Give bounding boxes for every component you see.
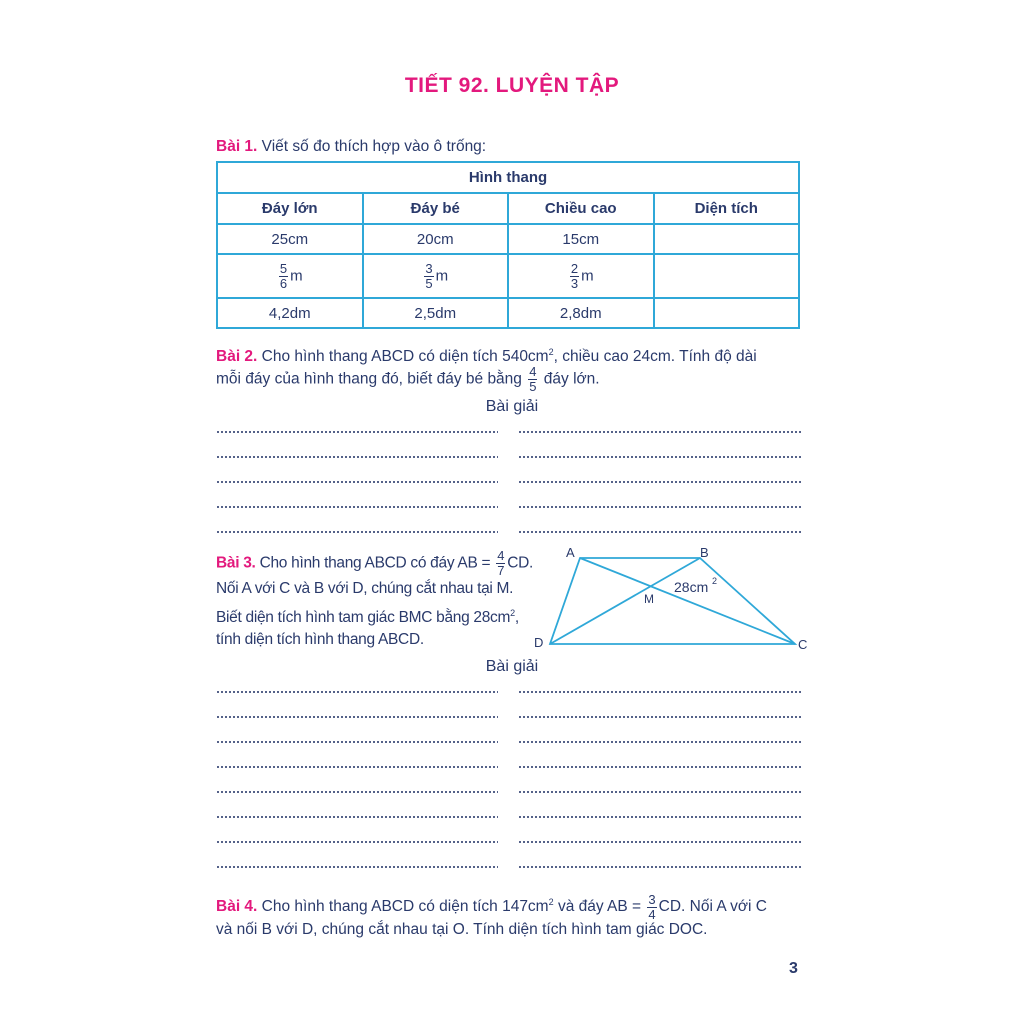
header-day-be: Đáy bé — [363, 193, 509, 224]
answer-line[interactable] — [216, 481, 498, 483]
answer-line[interactable] — [216, 531, 498, 533]
area-label: 28cm — [674, 579, 709, 595]
answer-line[interactable] — [216, 506, 498, 508]
header-day-lon: Đáy lớn — [217, 193, 363, 224]
answer-line[interactable] — [216, 816, 498, 818]
bai1-label: Bài 1. — [216, 138, 258, 155]
fraction: $\frac{2}{3}$ — [570, 260, 579, 291]
table-cell: $\frac{3}{5}$ m — [363, 254, 509, 298]
answer-cell[interactable] — [654, 224, 800, 254]
bai1-text: Viết số đo thích hợp vào ô trống: — [261, 138, 487, 155]
trapezoid-outline — [550, 558, 795, 644]
answer-line[interactable] — [518, 716, 801, 718]
vertex-label-d: D — [534, 635, 544, 650]
bai2-line1: Bài 2. Cho hình thang ABCD có diện tích $540cm^2$, chiều cao 24cm. Tính độ dài — [216, 347, 757, 366]
answer-line[interactable] — [216, 431, 498, 433]
bai2-label: Bài 2. — [216, 348, 258, 366]
area-label-sup: 2 — [712, 576, 718, 586]
answer-line[interactable] — [216, 741, 498, 743]
answer-line[interactable] — [216, 456, 498, 458]
answer-line[interactable] — [518, 866, 801, 868]
answer-line[interactable] — [518, 841, 801, 843]
fraction: $\frac{4}{7}$ — [497, 548, 505, 578]
fraction: $\frac{3}{4}$ — [648, 891, 656, 922]
bai4-line1: Bài 4. Cho hình thang ABCD có diện tích $147cm^2$ và đáy AB = $\frac{3}{4}$ CD. Nối A với C — [216, 891, 767, 922]
page-title: TIẾT 92. LUYỆN TẬP — [404, 74, 620, 97]
table-row — [217, 224, 799, 254]
answer-line[interactable] — [518, 741, 801, 743]
page-number: 3 — [789, 960, 798, 977]
vertex-label-b: B — [700, 545, 709, 560]
table-cell: $\frac{2}{3}$ m — [508, 254, 654, 298]
answer-cell[interactable] — [654, 254, 800, 298]
intersection-label-m: M — [644, 592, 654, 606]
answer-line[interactable] — [518, 506, 801, 508]
bai4-line2: và nối B với D, chúng cắt nhau tại O. Tính diện tích hình tam giác DOC. — [216, 921, 708, 938]
table-cell: 2,5dm — [363, 298, 509, 328]
fraction: $\frac{4}{5}$ — [529, 364, 537, 394]
answer-line[interactable] — [216, 716, 498, 718]
answer-line[interactable] — [518, 456, 801, 458]
table-cell: 15cm — [508, 224, 654, 254]
fraction: $\frac{3}{5}$ — [425, 260, 433, 291]
answer-line[interactable] — [518, 816, 801, 818]
answer-line[interactable] — [216, 766, 498, 768]
bai1-prompt — [216, 134, 486, 159]
diagonal-ac — [580, 558, 795, 644]
answer-cell[interactable] — [654, 298, 800, 328]
bai3-label: Bài 3. — [216, 554, 256, 572]
diagonal-bd — [550, 558, 700, 644]
bai3-line4: tính diện tích hình thang ABCD. — [216, 631, 424, 648]
answer-line[interactable] — [216, 841, 498, 843]
table-cell: 25cm — [217, 224, 363, 254]
answer-line[interactable] — [518, 791, 801, 793]
trapezoid-table — [216, 161, 800, 329]
answer-line[interactable] — [518, 531, 801, 533]
bai2-solution-title: Bài giải — [485, 398, 539, 415]
answer-line[interactable] — [216, 691, 498, 693]
table-cell: $\frac{5}{6}$ m — [217, 254, 363, 298]
header-dien-tich: Diện tích — [654, 193, 800, 224]
vertex-label-a: A — [566, 545, 575, 560]
bai3-solution-title: Bài giải — [485, 658, 539, 675]
table-cell: 4,2dm — [217, 298, 363, 328]
answer-line[interactable] — [216, 866, 498, 868]
fraction: $\frac{5}{6}$ — [279, 260, 288, 291]
header-chieu-cao: Chiều cao — [508, 193, 654, 224]
bai3-line2: Nối A với C và B với D, chúng cắt nhau tại M. — [216, 580, 514, 597]
bai3-line3: Biết diện tích hình tam giác BMC bằng $28cm^2$, — [216, 608, 519, 627]
answer-line[interactable] — [518, 691, 801, 693]
table-cell: 2,8dm — [508, 298, 654, 328]
vertex-label-c: C — [798, 637, 808, 652]
trapezoid-figure — [530, 540, 810, 655]
bai2-line2: mỗi đáy của hình thang đó, biết đáy bé bằng $\frac{4}{5}$ đáy lớn. — [216, 364, 600, 394]
table-row — [217, 298, 799, 328]
answer-line[interactable] — [518, 431, 801, 433]
bai3-line1: Bài 3. Cho hình thang ABCD có đáy AB = $\frac{4}{7}$ CD. — [216, 548, 534, 578]
table-caption: Hình thang — [217, 162, 799, 193]
table-cell: 20cm — [363, 224, 509, 254]
table-row — [217, 254, 799, 298]
answer-line[interactable] — [518, 766, 801, 768]
answer-line[interactable] — [216, 791, 498, 793]
answer-line[interactable] — [518, 481, 801, 483]
bai4-label: Bài 4. — [216, 898, 258, 916]
